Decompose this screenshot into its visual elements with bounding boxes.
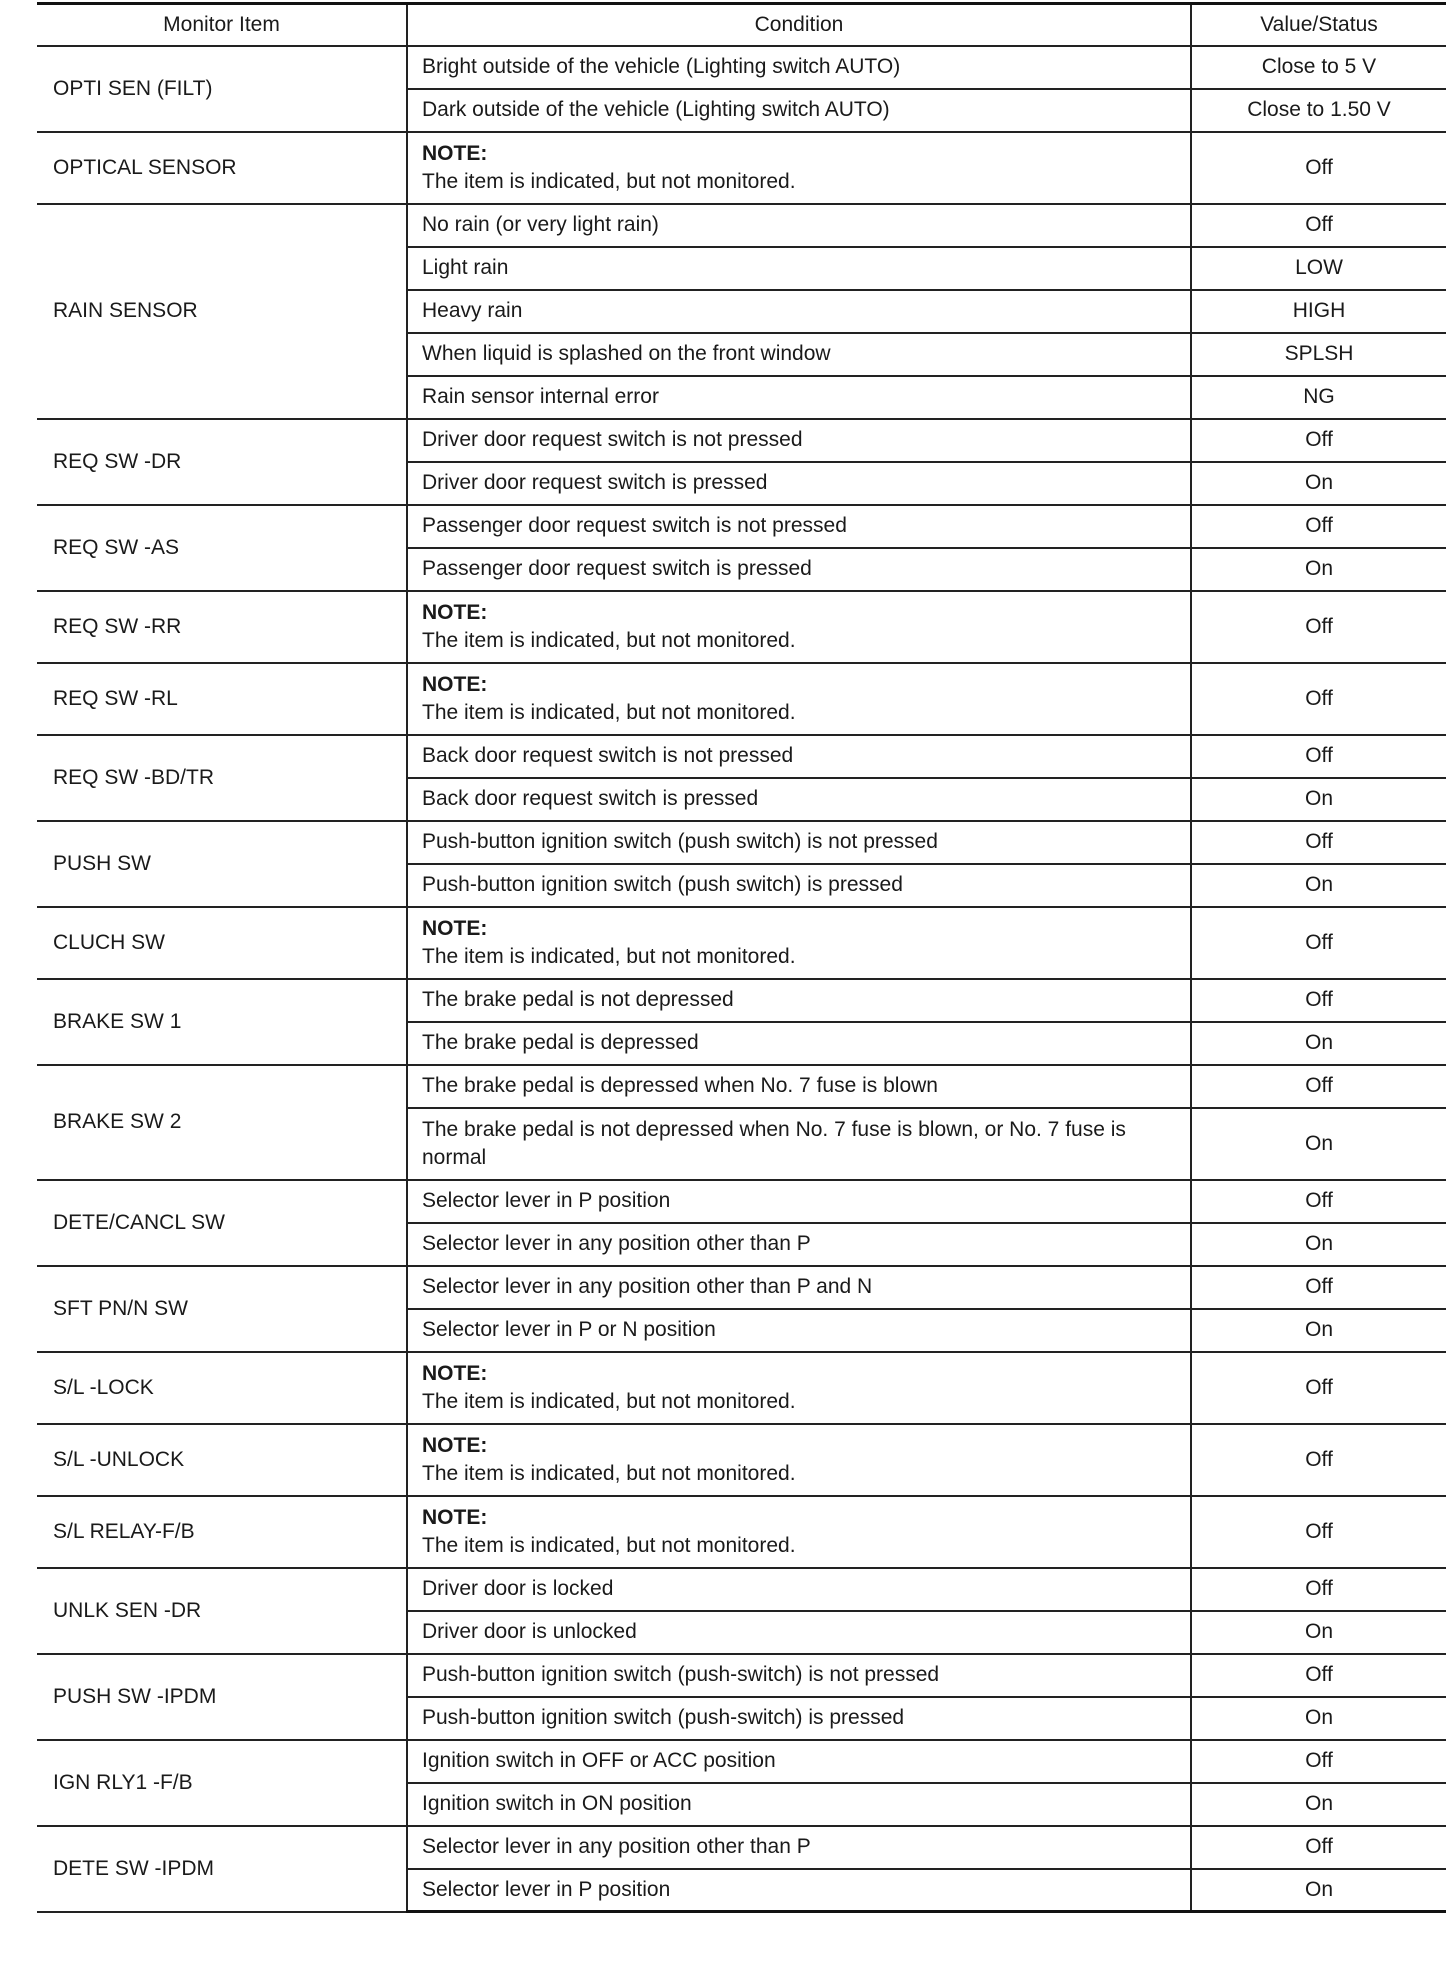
header-value-status: Value/Status <box>1191 4 1446 46</box>
value-status-cell: Off <box>1191 132 1446 204</box>
condition-cell: Driver door request switch is pressed <box>407 462 1191 505</box>
condition-cell: Light rain <box>407 247 1191 290</box>
table-row <box>37 204 1446 247</box>
note-label: NOTE: <box>422 142 488 166</box>
monitor-item-cell: BRAKE SW 2 <box>37 1065 407 1180</box>
condition-cell: Selector lever in any position other than P <box>407 1826 1191 1869</box>
table-row <box>37 1065 1446 1108</box>
value-status-cell: Off <box>1191 204 1446 247</box>
value-status-cell: NG <box>1191 376 1446 419</box>
condition-cell: Push-button ignition switch (push-switch) is not pressed <box>407 1654 1191 1697</box>
condition-cell: The brake pedal is depressed <box>407 1022 1191 1065</box>
table-row <box>37 1496 1446 1568</box>
monitor-item-cell: REQ SW -RR <box>37 591 407 663</box>
monitor-item-cell: S/L -LOCK <box>37 1352 407 1424</box>
condition-cell: Back door request switch is pressed <box>407 778 1191 821</box>
monitor-item-cell: REQ SW -BD/TR <box>37 735 407 821</box>
note-text: The item is indicated, but not monitored. <box>422 1461 796 1485</box>
value-status-cell: Off <box>1191 1654 1446 1697</box>
note-label: NOTE: <box>422 1506 488 1530</box>
value-status-cell: Off <box>1191 1568 1446 1611</box>
monitor-item-cell: UNLK SEN -DR <box>37 1568 407 1654</box>
table-row <box>37 1424 1446 1496</box>
value-status-cell: HIGH <box>1191 290 1446 333</box>
table-row <box>37 1568 1446 1611</box>
note-text: The item is indicated, but not monitored. <box>422 1389 796 1413</box>
note-cell <box>407 1496 1191 1568</box>
condition-cell: No rain (or very light rain) <box>407 204 1191 247</box>
table-row <box>37 907 1446 979</box>
table-row <box>37 1180 1446 1223</box>
monitor-item-cell: S/L RELAY-F/B <box>37 1496 407 1568</box>
condition-cell: Selector lever in any position other than P <box>407 1223 1191 1266</box>
header-monitor-item: Monitor Item <box>37 4 407 46</box>
monitor-item-cell: IGN RLY1 -F/B <box>37 1740 407 1826</box>
table-row <box>37 591 1446 663</box>
note-text: The item is indicated, but not monitored. <box>422 944 796 968</box>
value-status-cell: Off <box>1191 663 1446 735</box>
table-row <box>37 1654 1446 1697</box>
condition-cell: Selector lever in P or N position <box>407 1309 1191 1352</box>
value-status-cell: On <box>1191 548 1446 591</box>
condition-cell: Selector lever in P position <box>407 1869 1191 1912</box>
note-cell <box>407 1352 1191 1424</box>
value-status-cell: Close to 5 V <box>1191 46 1446 89</box>
monitor-item-cell: BRAKE SW 1 <box>37 979 407 1065</box>
condition-cell: Ignition switch in OFF or ACC position <box>407 1740 1191 1783</box>
condition-cell: Ignition switch in ON position <box>407 1783 1191 1826</box>
note-cell <box>407 907 1191 979</box>
condition-cell: Passenger door request switch is pressed <box>407 548 1191 591</box>
table-header <box>37 4 1446 46</box>
header-condition: Condition <box>407 4 1191 46</box>
note-text: The item is indicated, but not monitored. <box>422 169 796 193</box>
value-status-cell: On <box>1191 1783 1446 1826</box>
note-label: NOTE: <box>422 1362 488 1386</box>
condition-cell: When liquid is splashed on the front window <box>407 333 1191 376</box>
table-row <box>37 1740 1446 1783</box>
condition-cell: Driver door is locked <box>407 1568 1191 1611</box>
value-status-cell: SPLSH <box>1191 333 1446 376</box>
table-row <box>37 419 1446 462</box>
condition-cell: Selector lever in any position other than P and N <box>407 1266 1191 1309</box>
monitor-item-cell: PUSH SW -IPDM <box>37 1654 407 1740</box>
table-row <box>37 1826 1446 1869</box>
note-cell <box>407 1424 1191 1496</box>
note-text: The item is indicated, but not monitored. <box>422 628 796 652</box>
note-cell <box>407 132 1191 204</box>
value-status-cell: Off <box>1191 1065 1446 1108</box>
value-status-cell: On <box>1191 1108 1446 1180</box>
table-row <box>37 663 1446 735</box>
value-status-cell: On <box>1191 462 1446 505</box>
condition-cell: The brake pedal is not depressed when No. 7 fuse is blown, or No. 7 fuse is normal <box>407 1108 1191 1180</box>
value-status-cell: Close to 1.50 V <box>1191 89 1446 132</box>
value-status-cell: On <box>1191 1022 1446 1065</box>
monitor-item-cell: REQ SW -DR <box>37 419 407 505</box>
table-row <box>37 1352 1446 1424</box>
condition-cell: Back door request switch is not pressed <box>407 735 1191 778</box>
note-label: NOTE: <box>422 673 488 697</box>
monitor-item-cell: CLUCH SW <box>37 907 407 979</box>
value-status-cell: On <box>1191 1697 1446 1740</box>
value-status-cell: On <box>1191 1309 1446 1352</box>
monitor-item-cell: PUSH SW <box>37 821 407 907</box>
value-status-cell: Off <box>1191 907 1446 979</box>
condition-cell: Bright outside of the vehicle (Lighting switch AUTO) <box>407 46 1191 89</box>
value-status-cell: On <box>1191 1611 1446 1654</box>
condition-cell: Driver door request switch is not pressed <box>407 419 1191 462</box>
condition-cell: Dark outside of the vehicle (Lighting switch AUTO) <box>407 89 1191 132</box>
value-status-cell: On <box>1191 1223 1446 1266</box>
monitor-item-cell: REQ SW -AS <box>37 505 407 591</box>
condition-cell: Selector lever in P position <box>407 1180 1191 1223</box>
note-text: The item is indicated, but not monitored. <box>422 1533 796 1557</box>
monitor-item-cell: OPTICAL SENSOR <box>37 132 407 204</box>
header-row <box>37 4 1446 46</box>
monitor-item-cell: OPTI SEN (FILT) <box>37 46 407 132</box>
table-body <box>37 46 1446 1912</box>
note-cell <box>407 591 1191 663</box>
table-row <box>37 979 1446 1022</box>
condition-cell: Passenger door request switch is not pressed <box>407 505 1191 548</box>
value-status-cell: Off <box>1191 505 1446 548</box>
condition-cell: Push-button ignition switch (push switch) is not pressed <box>407 821 1191 864</box>
table-row <box>37 46 1446 89</box>
value-status-cell: LOW <box>1191 247 1446 290</box>
note-text: The item is indicated, but not monitored. <box>422 700 796 724</box>
monitor-item-cell: REQ SW -RL <box>37 663 407 735</box>
condition-cell: The brake pedal is depressed when No. 7 fuse is blown <box>407 1065 1191 1108</box>
condition-cell: The brake pedal is not depressed <box>407 979 1191 1022</box>
value-status-cell: On <box>1191 864 1446 907</box>
note-label: NOTE: <box>422 917 488 941</box>
value-status-cell: Off <box>1191 1266 1446 1309</box>
value-status-cell: On <box>1191 1869 1446 1912</box>
value-status-cell: Off <box>1191 979 1446 1022</box>
table-row <box>37 1266 1446 1309</box>
table-row <box>37 821 1446 864</box>
value-status-cell: Off <box>1191 1352 1446 1424</box>
condition-cell: Rain sensor internal error <box>407 376 1191 419</box>
note-label: NOTE: <box>422 1434 488 1458</box>
table-row <box>37 505 1446 548</box>
value-status-cell: Off <box>1191 1180 1446 1223</box>
condition-cell: Push-button ignition switch (push switch) is pressed <box>407 864 1191 907</box>
condition-cell: Push-button ignition switch (push-switch) is pressed <box>407 1697 1191 1740</box>
monitor-item-cell: RAIN SENSOR <box>37 204 407 419</box>
value-status-cell: Off <box>1191 1740 1446 1783</box>
value-status-cell: Off <box>1191 1496 1446 1568</box>
value-status-cell: On <box>1191 778 1446 821</box>
monitor-item-cell: SFT PN/N SW <box>37 1266 407 1352</box>
value-status-cell: Off <box>1191 735 1446 778</box>
monitor-item-cell: S/L -UNLOCK <box>37 1424 407 1496</box>
condition-cell: Heavy rain <box>407 290 1191 333</box>
table-row <box>37 735 1446 778</box>
value-status-cell: Off <box>1191 419 1446 462</box>
value-status-cell: Off <box>1191 591 1446 663</box>
value-status-cell: Off <box>1191 1424 1446 1496</box>
note-label: NOTE: <box>422 601 488 625</box>
note-cell <box>407 663 1191 735</box>
value-status-cell: Off <box>1191 821 1446 864</box>
condition-cell: Driver door is unlocked <box>407 1611 1191 1654</box>
monitor-item-cell: DETE/CANCL SW <box>37 1180 407 1266</box>
monitor-item-cell: DETE SW -IPDM <box>37 1826 407 1912</box>
table-row <box>37 132 1446 204</box>
value-status-cell: Off <box>1191 1826 1446 1869</box>
monitor-table <box>37 2 1446 1913</box>
